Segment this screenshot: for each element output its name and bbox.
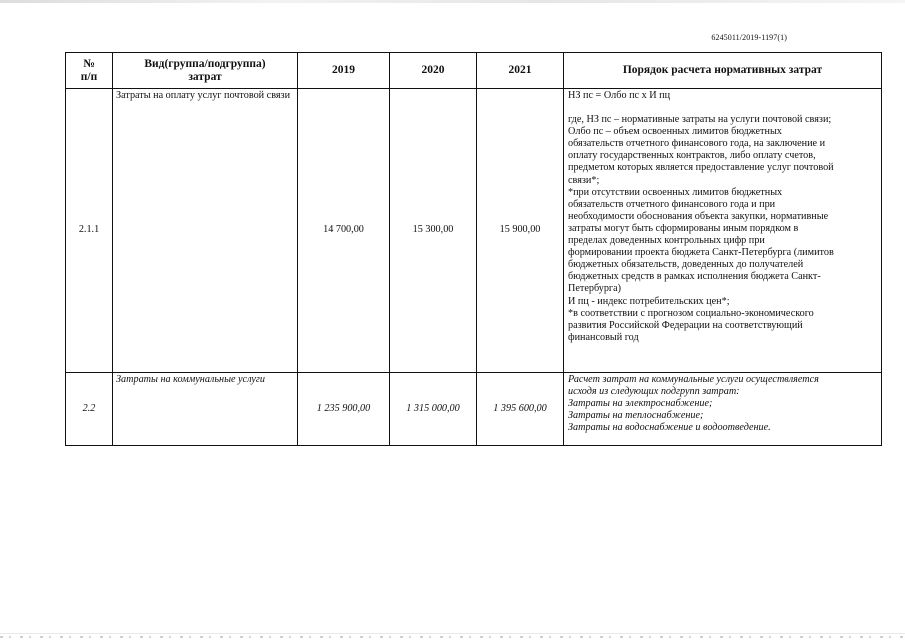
method-line: Олбо пс – объем освоенных лимитов бюджетных [568,126,782,138]
method-line: И пц - индекс потребительских цен*; [568,295,730,307]
row-number: 2.2 [66,373,113,446]
header-num-line1: № [83,57,95,70]
method-line: финансовый год [568,331,639,343]
method-line: затраты могут быть сформированы иным порядком в [568,222,799,234]
table-row-postal [66,89,882,373]
method-line: связи*; [568,174,600,186]
row-number: 2.1.1 [66,89,113,373]
row-amount-2019: 1 235 900,00 [298,373,390,446]
method-line: где, НЗ пс – нормативные затраты на услуги почтовой связи; [568,114,832,126]
scan-edge-bottom [0,636,905,638]
method-line: пределах доведенных контрольных цифр при [568,235,765,247]
row-amount-2021: 15 900,00 [477,89,564,373]
table-row-utilities [66,373,882,446]
header-num-line2: п/п [80,70,98,83]
header-num [66,53,113,89]
header-2021: 2021 [477,53,564,89]
header-type-line1: Вид(группа/подгруппа) [144,57,266,70]
row-cost-type: Затраты на оплату услуг почтовой связи [113,89,298,373]
table-header-row [66,53,882,89]
method-line: Расчет затрат на коммунальные услуги осуществляется [568,374,819,385]
method-line: Затраты на водоснабжение и водоотведение. [568,422,771,434]
header-2020: 2020 [390,53,477,89]
method-line: исходя из следующих подгрупп затрат: [568,386,740,398]
row-amount-2020: 1 315 000,00 [390,373,477,446]
header-type [113,53,298,89]
row-calculation-method [564,89,882,373]
method-line: формировании проекта бюджета Санкт-Петербурга (лимитов [568,247,834,259]
cost-table [65,52,882,446]
method-line: бюджетных обязательств, доведенных до получателей [568,259,804,271]
method-line: оплату государственных контрактов, либо оплату счетов, [568,150,816,162]
method-line: Затраты на электроснабжение; [568,398,713,410]
row-amount-2019: 14 700,00 [298,89,390,373]
method-line: *в соответствии с прогнозом социально-экономического [568,307,814,319]
row-calculation-method [564,373,882,446]
method-line: бюджетных средств в рамках исполнения бюджета Санкт- [568,271,821,283]
method-line: Затраты на теплоснабжение; [568,410,704,422]
scan-edge-top [0,0,905,3]
method-line: необходимости обоснования объекта закупки, нормативные [568,210,829,222]
method-line [568,102,879,114]
document-id: 6245011/2019-1197(1) [711,33,787,42]
method-line: обязательств отчетного финансового года, на заключение и [568,138,826,150]
row-amount-2020: 15 300,00 [390,89,477,373]
header-2019: 2019 [298,53,390,89]
header-method: Порядок расчета нормативных затрат [564,53,882,89]
method-line: *при отсутствии освоенных лимитов бюджетных [568,186,783,198]
row-cost-type: Затраты на коммунальные услуги [113,373,298,446]
method-line: НЗ пс = Олбо пс х И пц [568,90,671,101]
method-line: развития Российской Федерации на соответствующий [568,319,803,331]
scan-shadow-line [0,633,905,634]
header-type-line2: затрат [188,70,222,83]
row-amount-2021: 1 395 600,00 [477,373,564,446]
method-line: Петербурга) [568,283,622,295]
method-line: обязательств отчетного финансового года и при [568,198,776,210]
method-line: предметом которых является предоставление услуг почтовой [568,162,834,174]
